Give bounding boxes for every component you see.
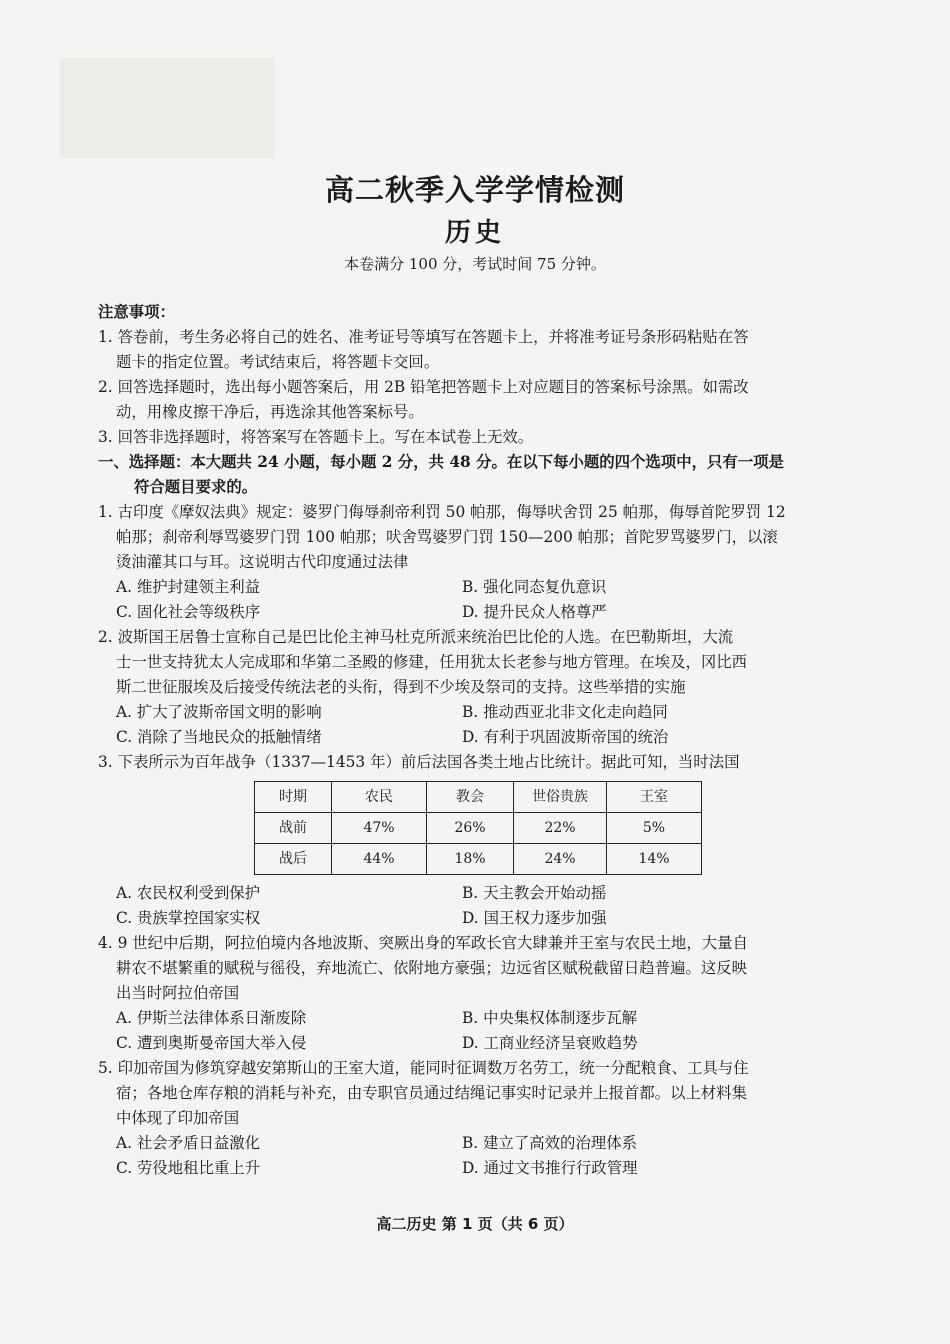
question-1-stem: 1. 古印度《摩奴法典》规定：婆罗门侮辱刹帝利罚 50 帕那，侮辱吠舍罚 25 帕那，侮辱首陀罗罚 12 [98,503,786,521]
option-d: D. 提升民众人格尊严 [462,603,607,621]
section-heading: 一、选择题：本大题共 24 小题，每小题 2 分，共 48 分。在以下每小题的四个选项中，只有一项是 [98,453,784,471]
question-1-stem: 烫油灌其口与耳。这说明古代印度通过法律 [116,553,409,571]
question-2-stem: 士一世支持犹太人完成耶和华第二圣殿的修建，任用犹太长老参与地方管理。在埃及，冈比西 [116,653,748,671]
exam-body [98,300,850,1181]
option-b: B. 建立了高效的治理体系 [462,1134,638,1152]
exam-meta: 本卷满分 100 分，考试时间 75 分钟。 [344,255,606,273]
option-a: A. 社会矛盾日益激化 [116,1134,261,1152]
option-a: A. 维护封建领主利益 [116,578,261,596]
question-4-stem: 耕农不堪繁重的赋税与徭役，弃地流亡、依附地方豪强；边远省区赋税截留日趋普遍。这反映 [116,959,748,977]
question-5-options [98,1131,850,1156]
table-cell: 26% [427,813,514,844]
exam-subject: 历史 [444,218,505,248]
table-cell: 44% [332,844,427,875]
option-a: A. 伊斯兰法律体系日渐废除 [116,1009,307,1027]
table-cell: 22% [514,813,607,844]
option-a: A. 扩大了波斯帝国文明的影响 [116,703,322,721]
question-2-options [98,700,850,725]
option-c: C. 劳役地租比重上升 [116,1159,261,1177]
section-heading-cont: 符合题目要求的。 [134,478,258,496]
table-header-cell: 时期 [255,782,332,813]
scan-smudge [60,58,275,158]
table-cell: 5% [607,813,702,844]
option-d: D. 通过文书推行行政管理 [462,1159,638,1177]
question-3-options [98,906,850,931]
option-d: D. 国王权力逐步加强 [462,909,607,927]
question-4-stem: 出当时阿拉伯帝国 [116,984,240,1002]
option-b: B. 强化同态复仇意识 [462,578,607,596]
table-cell: 18% [427,844,514,875]
table-cell: 24% [514,844,607,875]
question-2-stem: 斯二世征服埃及后接受传统法老的头衔，得到不少埃及祭司的支持。这些举措的实施 [116,678,686,696]
notice-line: 2. 回答选择题时，选出每小题答案后，用 2B 铅笔把答题卡上对应题目的答案标号涂黑。如需改 [98,378,749,396]
table-header-cell: 教会 [427,782,514,813]
notice-line: 1. 答卷前，考生务必将自己的姓名、准考证号等填写在答题卡上，并将准考证号条形码粘贴在答 [98,328,749,346]
question-2-stem: 2. 波斯国王居鲁士宣称自己是巴比伦主神马杜克所派来统治巴比伦的人选。在巴勒斯坦，大流 [98,628,734,646]
table-header-cell: 农民 [332,782,427,813]
question-3-stem: 3. 下表所示为百年战争（1337—1453 年）前后法国各类土地占比统计。据此可知，当时法国 [98,753,740,771]
question-5-options [98,1156,850,1181]
table-row [255,844,702,875]
table-cell: 47% [332,813,427,844]
notice-line: 题卡的指定位置。考试结束后，将答题卡交回。 [116,353,440,371]
option-b: B. 推动西亚北非文化走向趋同 [462,703,668,721]
option-b: B. 中央集权体制逐步瓦解 [462,1009,638,1027]
question-4-options [98,1031,850,1056]
notice-line: 动，用橡皮擦干净后，再选涂其他答案标号。 [116,403,424,421]
table-cell: 14% [607,844,702,875]
option-c: C. 遭到奥斯曼帝国大举入侵 [116,1034,307,1052]
table-cell: 战前 [255,813,332,844]
option-c: C. 贵族掌控国家实权 [116,909,261,927]
land-share-table [254,781,702,875]
question-5-stem: 中体现了印加帝国 [116,1109,240,1127]
question-4-stem: 4. 9 世纪中后期，阿拉伯境内各地波斯、突厥出身的军政长官大肆兼并王室与农民土地，大量自 [98,934,748,952]
question-3-options [98,881,850,906]
option-d: D. 有利于巩固波斯帝国的统治 [462,728,669,746]
question-1-stem: 帕那；刹帝利辱骂婆罗门罚 100 帕那；吠舍骂婆罗门罚 150—200 帕那；首陀罗骂婆罗门，以滚 [116,528,778,546]
option-c: C. 消除了当地民众的抵触情绪 [116,728,322,746]
question-5-stem: 5. 印加帝国为修筑穿越安第斯山的王室大道，能同时征调数万名劳工，统一分配粮食、工具与住 [98,1059,749,1077]
question-4-options [98,1006,850,1031]
question-5-stem: 宿；各地仓库存粮的消耗与补充，由专职官员通过结绳记事实时记录并上报首都。以上材料集 [116,1084,748,1102]
option-b: B. 天主教会开始动摇 [462,884,607,902]
option-a: A. 农民权利受到保护 [116,884,261,902]
question-1-options [98,575,850,600]
option-c: C. 固化社会等级秩序 [116,603,261,621]
option-d: D. 工商业经济呈衰败趋势 [462,1034,638,1052]
table-cell: 战后 [255,844,332,875]
table-header-cell: 世俗贵族 [514,782,607,813]
table-header-row [255,782,702,813]
table-header-cell: 王室 [607,782,702,813]
notice-line: 3. 回答非选择题时，将答案写在答题卡上。写在本试卷上无效。 [98,428,534,446]
page-footer: 高二历史 第 1 页（共 6 页） [376,1215,574,1233]
notice-heading: 注意事项： [98,303,175,321]
table-row [255,813,702,844]
question-1-options [98,600,850,625]
exam-title: 高二秋季入学学情检测 [324,173,625,207]
question-2-options [98,725,850,750]
